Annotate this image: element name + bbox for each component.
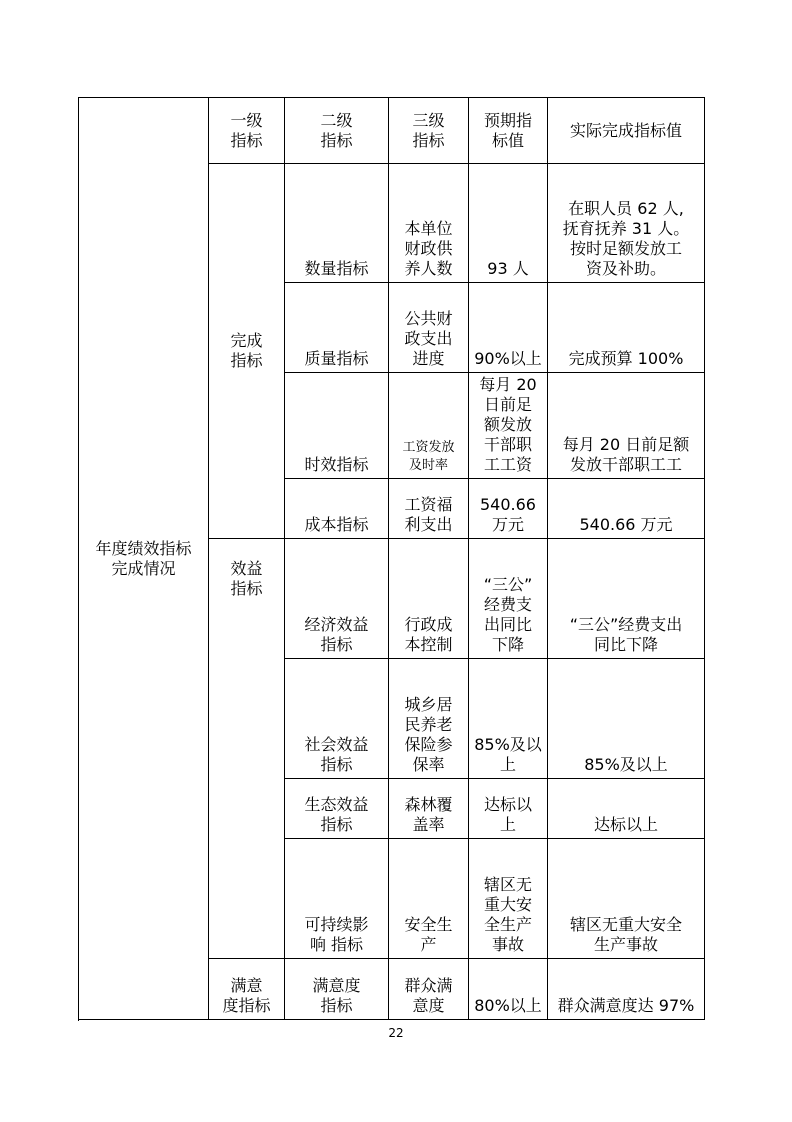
row-actual: 在职人员 62 人, 抚育抚养 31 人。 按时足额发放工 资及补助。: [548, 164, 705, 283]
group-satisfaction: 满意 度指标: [209, 959, 285, 1020]
row-level3: 公共财 政支出 进度: [389, 283, 469, 373]
performance-indicator-table: [78, 97, 705, 1020]
row-expected: “三公” 经费支 出同比 下降: [469, 539, 548, 659]
row-level2: 成本指标: [285, 479, 389, 539]
row-actual: 完成预算 100%: [548, 283, 705, 373]
header-level3: 三级 指标: [389, 98, 469, 164]
row-level2: 社会效益 指标: [285, 659, 389, 779]
row-actual: 达标以上: [548, 779, 705, 839]
row-level3: 行政成 本控制: [389, 539, 469, 659]
row-expected: 每月 20 日前足 额发放 干部职 工工资: [469, 373, 548, 479]
section-label: 年度绩效指标 完成情况: [95, 538, 192, 578]
row-level3: 本单位 财政供 养人数: [389, 164, 469, 283]
row-expected: 85%及以 上: [469, 659, 548, 779]
row-actual: 每月 20 日前足额 发放干部职工工: [548, 373, 705, 479]
row-actual: 85%及以上: [548, 659, 705, 779]
row-level3: 工资福 利支出: [389, 479, 469, 539]
header-level1: 一级 指标: [209, 98, 285, 164]
group-output: 完成 指标: [209, 164, 285, 539]
row-actual: “三公”经费支出 同比下降: [548, 539, 705, 659]
row-expected: 达标以 上: [469, 779, 548, 839]
row-level2: 满意度 指标: [285, 959, 389, 1020]
row-expected: 90%以上: [469, 283, 548, 373]
header-row: [79, 98, 705, 164]
row-level3: 森林覆 盖率: [389, 779, 469, 839]
row-level2: 质量指标: [285, 283, 389, 373]
row-actual: 群众满意度达 97%: [548, 959, 705, 1020]
section-label-cell: [79, 98, 209, 1020]
row-expected: 540.66 万元: [469, 479, 548, 539]
row-expected: 辖区无 重大安 全生产 事故: [469, 839, 548, 959]
row-level2: 生态效益 指标: [285, 779, 389, 839]
row-level3: 安全生 产: [389, 839, 469, 959]
row-level3: 城乡居 民养老 保险参 保率: [389, 659, 469, 779]
row-level3: 群众满 意度: [389, 959, 469, 1020]
row-level3: 工资发放 及时率: [389, 373, 469, 479]
header-level2: 二级 指标: [285, 98, 389, 164]
header-expected: 预期指 标值: [469, 98, 548, 164]
row-level2: 时效指标: [285, 373, 389, 479]
page-number: 22: [388, 1026, 404, 1040]
group-benefit: 效益 指标: [209, 539, 285, 959]
header-actual: 实际完成指标值: [548, 98, 705, 164]
row-actual: 540.66 万元: [548, 479, 705, 539]
row-expected: 93 人: [469, 164, 548, 283]
row-actual: 辖区无重大安全 生产事故: [548, 839, 705, 959]
row-level2: 数量指标: [285, 164, 389, 283]
row-level2: 经济效益 指标: [285, 539, 389, 659]
row-expected: 80%以上: [469, 959, 548, 1020]
row-level2: 可持续影 响 指标: [285, 839, 389, 959]
